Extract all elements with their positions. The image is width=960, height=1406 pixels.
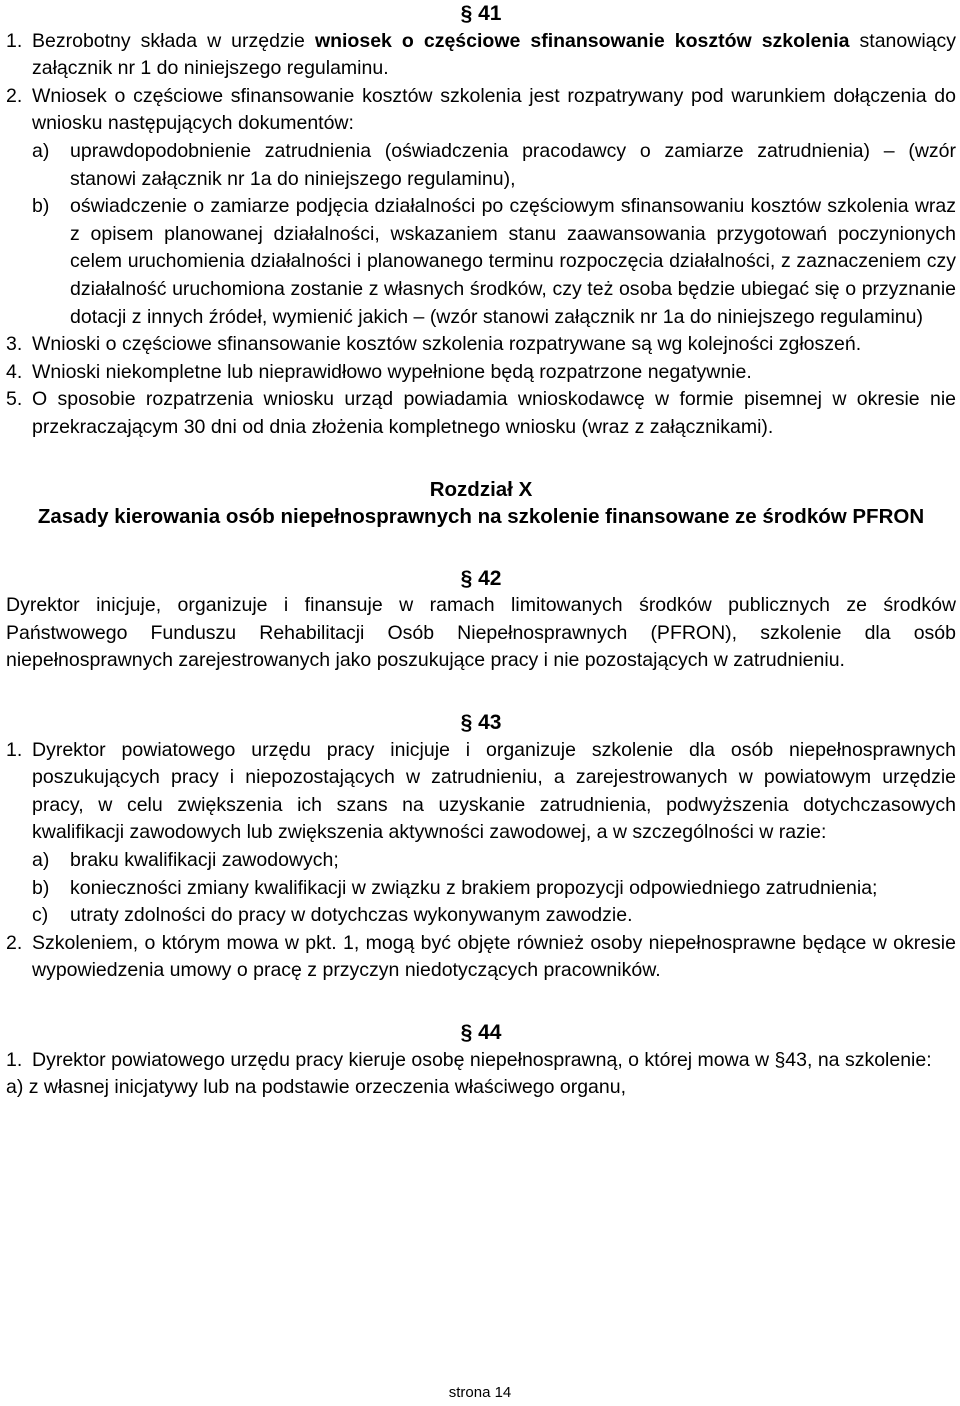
item-text: Wniosek o częściowe sfinansowanie kosztów szkolenia jest rozpatrywany pod warunkiem dołączenia do wniosku następujących dokumentów: (32, 84, 956, 135)
item-number: 1. (6, 738, 23, 761)
list-item (6, 28, 956, 83)
sub-item (32, 193, 956, 331)
section-heading-43: § 43 (460, 711, 502, 735)
paragraph: Dyrektor inicjuje, organizuje i finansuje w ramach limitowanych środków publicznych ze środków Państwowego Funduszu Rehabilitacji Osób Niepełnosprawnych (PFRON), szkolenie dla osób niepełnosprawnych zarejestrowanych jako poszukujące pracy i nie pozostających w zatrudnieniu. (6, 594, 956, 672)
item-number: 1. (6, 29, 23, 52)
sub-item-text: uprawdopodobnienie zatrudnienia (oświadczenia pracodawcy o zamiarze zatrudnienia) – (wzór stanowi załącznik nr 1a do niniejszego regulaminu), (70, 139, 956, 190)
document-page (6, 0, 956, 1102)
chapter-title: Zasady kierowania osób niepełnosprawnych na szkolenie finansowane ze środków PFRON (37, 505, 925, 529)
item-number: 1. (6, 1048, 23, 1071)
chapter-number: Rozdział X (429, 477, 533, 501)
sub-item-text: oświadczenie o zamiarze podjęcia działalności po częściowym sfinansowaniu kosztów szkolenia wraz z opisem planowanej działalności, wskazaniem stanu zaawansowania przygotowań poczynionych celem uruchomienia działalności i planowanego terminu rozpoczęcia działalności, z zaznaczeniem czy działalność uruchomiona zostanie z własnych środków, czy też osoba będzie ubiegać się o przyznanie dotacji z innych źródeł, wymienić jakich – (wzór stanowi załącznik nr 1a do niniejszego regulaminu) (70, 195, 956, 328)
sub-item (32, 847, 956, 875)
page-number: strona 14 (448, 1384, 512, 1401)
list-item (6, 930, 956, 985)
item-text (32, 28, 956, 83)
item-number: 2. (6, 931, 23, 954)
sub-item-text: konieczności zmiany kwalifikacji w związku z brakiem propozycji odpowiedniego zatrudnienia; (70, 876, 878, 899)
list-item (6, 386, 956, 441)
list-item (6, 737, 956, 847)
sub-item (32, 902, 956, 930)
sub-item (32, 138, 956, 193)
sub-item-label: b) (32, 876, 50, 899)
sub-item-label: a) (32, 139, 50, 162)
item-text: Dyrektor powiatowego urzędu pracy kieruje osobę niepełnosprawną, o której mowa w §43, na szkolenie: (32, 1048, 932, 1071)
list-item (6, 83, 956, 138)
section-heading-42: § 42 (460, 566, 502, 590)
item-number: 2. (6, 84, 23, 107)
list-item (6, 1047, 956, 1075)
sub-item-body: z własnej inicjatywy lub na podstawie orzeczenia właściwego organu, (28, 1076, 626, 1099)
text-part: stanowiący załącznik nr 1 do niniejszego regulaminu. (32, 29, 957, 80)
sub-item (32, 875, 956, 903)
item-number: 3. (6, 333, 23, 356)
text-part: Bezrobotny składa w urzędzie (32, 29, 315, 52)
item-text: Szkoleniem, o którym mowa w pkt. 1, mogą być objęte również osoby niepełnosprawne będące w okresie wypowiedzenia umowy o pracę z przyczyn niedotyczących pracowników. (32, 931, 956, 982)
section-heading-44: § 44 (460, 1021, 502, 1044)
bold-text: wniosek o częściowe sfinansowanie kosztów szkolenia (314, 29, 850, 52)
section-heading-41: § 41 (460, 2, 502, 25)
item-text: Wnioski niekompletne lub nieprawidłowo wypełnione będą rozpatrzone negatywnie. (32, 360, 752, 383)
item-number: 5. (6, 388, 23, 411)
item-number: 4. (6, 360, 23, 383)
sub-item-text: braku kwalifikacji zawodowych; (70, 849, 339, 872)
item-text: Wnioski o częściowe sfinansowanie kosztów szkolenia rozpatrywane są wg kolejności zgłoszeń. (32, 333, 862, 356)
sub-item-label: c) (32, 904, 49, 927)
sub-item-text (6, 1074, 956, 1102)
sub-item-label: b) (32, 195, 50, 218)
sub-item-label: a) (32, 849, 50, 872)
list-item (6, 331, 956, 359)
sub-item (6, 1074, 956, 1102)
item-text: O sposobie rozpatrzenia wniosku urząd powiadamia wnioskodawcę w formie pisemnej w okresie nie przekraczającym 30 dni od dnia złożenia kompletnego wniosku (wraz z załącznikami). (32, 388, 956, 438)
sub-item-text: utraty zdolności do pracy w dotychczas wykonywanym zawodzie. (70, 904, 633, 927)
list-item (6, 359, 956, 387)
item-text: Dyrektor powiatowego urzędu pracy inicjuje i organizuje szkolenie dla osób niepełnosprawnych poszukujących pracy i niepozostających w zatrudnieniu, a zarejestrowanych w powiatowym urzędzie pracy, w celu zwiększenia ich szans na uzyskanie zatrudnienia, podwyższenia dotychczasowych kwalifikacji zawodowych lub zwiększenia aktywności zawodowej, a w szczególności w razie: (32, 738, 956, 844)
sub-item-label: a) (6, 1076, 24, 1099)
